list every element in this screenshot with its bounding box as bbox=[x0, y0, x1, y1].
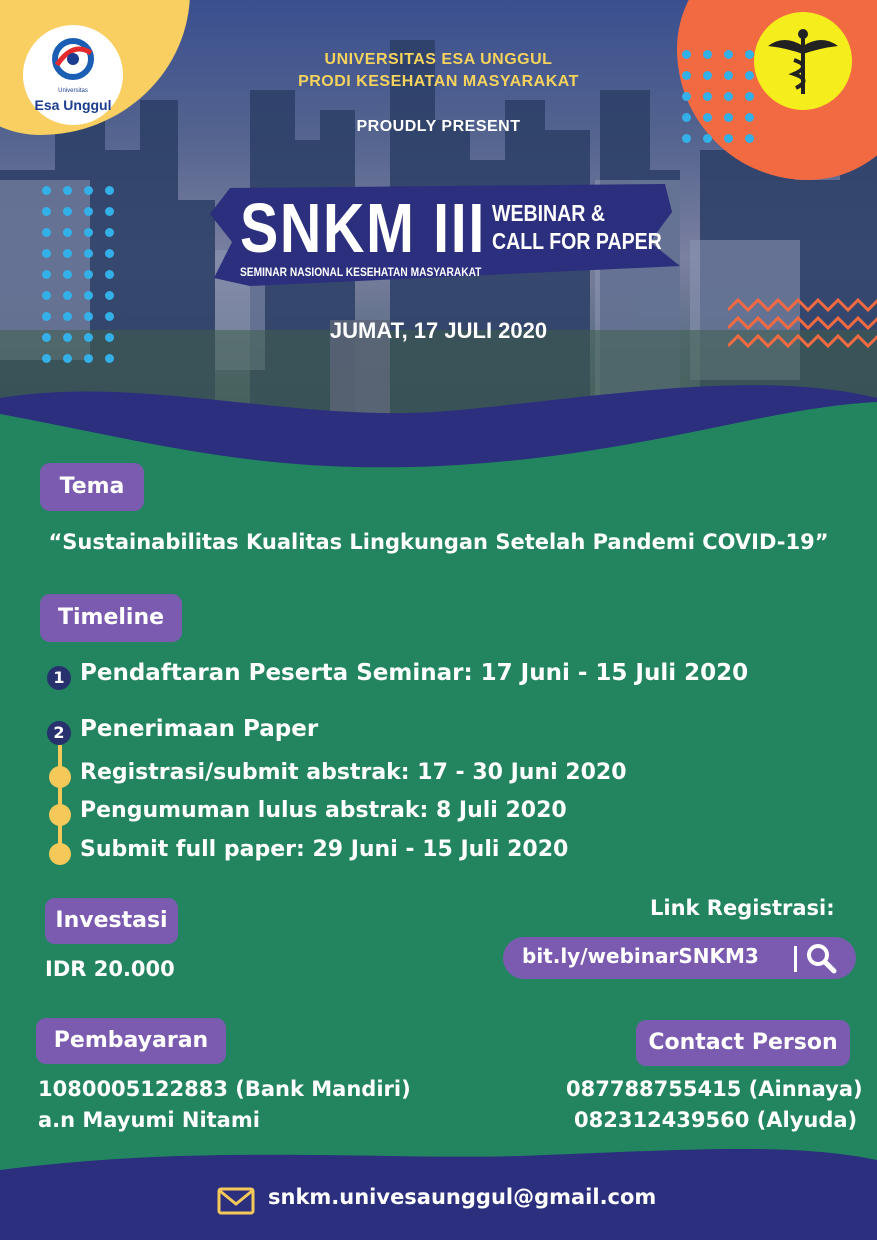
event-type-line2: CALL FOR PAPER bbox=[492, 228, 662, 254]
timeline-connector-line bbox=[58, 745, 62, 855]
timeline-item-paper: Penerimaan Paper bbox=[80, 716, 319, 742]
investasi-label: Investasi bbox=[45, 898, 178, 944]
header-section bbox=[0, 0, 877, 470]
timeline-number-2: 2 bbox=[47, 721, 71, 745]
orange-zigzag-decoration bbox=[728, 296, 877, 356]
contact-phone-1: 087788755415 (Ainnaya) bbox=[566, 1077, 863, 1101]
timeline-subitem-abstract: Registrasi/submit abstrak: 17 - 30 Juni 2020 bbox=[80, 760, 627, 785]
search-icon[interactable] bbox=[803, 940, 839, 976]
header-wave-divider bbox=[0, 380, 877, 470]
contact-email[interactable]: snkm.univesaunggul@gmail.com bbox=[268, 1185, 657, 1209]
proudly-present-text: PROUDLY PRESENT bbox=[356, 118, 521, 135]
timeline-subitem-announcement: Pengumuman lulus abstrak: 8 Juli 2020 bbox=[80, 798, 567, 823]
contact-person-label: Contact Person bbox=[636, 1020, 850, 1066]
registration-link-text[interactable]: bit.ly/webinarSNKM3 bbox=[522, 944, 759, 968]
timeline-bullet bbox=[49, 843, 71, 865]
mail-icon bbox=[217, 1186, 255, 1216]
event-type-line1: WEBINAR & bbox=[492, 200, 605, 226]
logo-small-text: Universitas bbox=[58, 88, 88, 94]
bank-account: 1080005122883 (Bank Mandiri) bbox=[38, 1077, 411, 1101]
prodi-name: PRODI KESEHATAN MASYARAKAT bbox=[298, 73, 579, 90]
link-registrasi-label: Link Registrasi: bbox=[650, 896, 835, 920]
investasi-value: IDR 20.000 bbox=[45, 957, 175, 981]
timeline-bullet bbox=[49, 766, 71, 788]
timeline-subitem-full-paper: Submit full paper: 29 Juni - 15 Juli 2020 bbox=[80, 837, 569, 862]
account-holder: a.n Mayumi Nitami bbox=[38, 1108, 260, 1132]
timeline-item-registration: Pendaftaran Peserta Seminar: 17 Juni - 15 Juli 2020 bbox=[80, 660, 749, 686]
timeline-bullet bbox=[49, 804, 71, 826]
university-name: UNIVERSITAS ESA UNGGUL bbox=[324, 51, 553, 68]
tema-label: Tema bbox=[40, 463, 144, 511]
timeline-number-1: 1 bbox=[47, 666, 71, 690]
contact-phone-2: 082312439560 (Alyuda) bbox=[574, 1108, 858, 1132]
timeline-label: Timeline bbox=[40, 594, 182, 642]
event-full-name: SEMINAR NASIONAL KESEHATAN MASYARAKAT bbox=[240, 265, 482, 279]
link-separator bbox=[794, 946, 797, 972]
event-title: SNKM III bbox=[240, 189, 486, 267]
logo-text: Esa Unggul bbox=[34, 97, 112, 113]
pembayaran-label: Pembayaran bbox=[36, 1018, 226, 1064]
event-date: JUMAT, 17 JULI 2020 bbox=[329, 318, 548, 343]
tema-text: “Sustainabilitas Kualitas Lingkungan Setelah Pandemi COVID-19” bbox=[48, 530, 829, 554]
